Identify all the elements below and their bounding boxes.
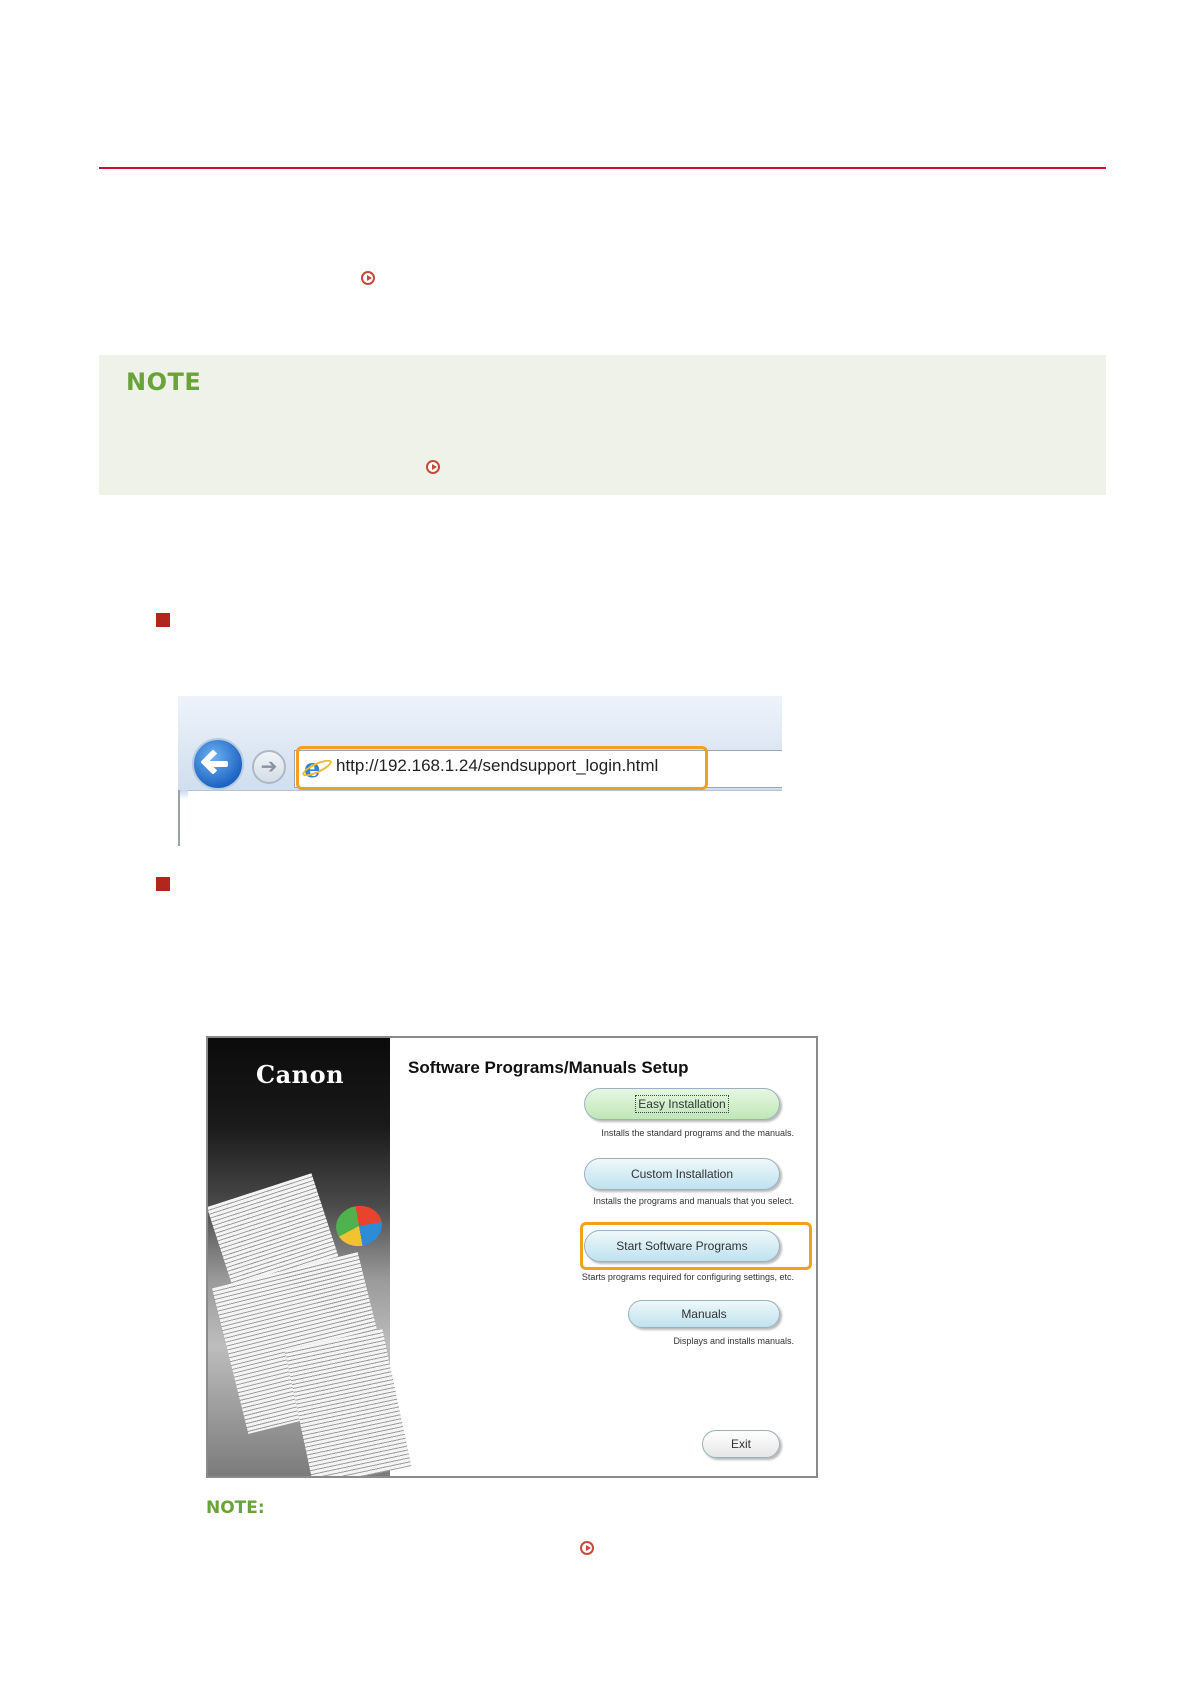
custom-installation-description: Installs the programs and manuals that you select.: [593, 1196, 794, 1206]
note-link-arrow-icon[interactable]: [580, 1541, 594, 1555]
note-box: [99, 355, 1106, 495]
canon-logo: Canon: [256, 1060, 345, 1089]
easy-installation-label: Easy Installation: [635, 1095, 728, 1113]
custom-installation-label: Custom Installation: [630, 1167, 734, 1181]
start-software-programs-label: Start Software Programs: [616, 1239, 748, 1253]
manuals-button[interactable]: [628, 1300, 780, 1328]
internet-explorer-icon: e: [304, 756, 330, 782]
easy-installation-description: Installs the standard programs and the manuals.: [601, 1128, 794, 1138]
installer-window: [206, 1036, 818, 1478]
manuals-label: Manuals: [681, 1307, 727, 1321]
browser-screenshot: [178, 696, 782, 846]
square-bullet-icon: [156, 613, 170, 627]
installer-graphic-panel: [208, 1038, 390, 1478]
browser-content-area: [188, 790, 782, 846]
document-graphic: [285, 1329, 412, 1478]
exit-button[interactable]: [702, 1430, 780, 1458]
manuals-description: Displays and installs manuals.: [673, 1336, 794, 1346]
url-text[interactable]: http://192.168.1.24/sendsupport_login.html: [336, 756, 659, 775]
start-software-highlight-frame: [580, 1222, 812, 1270]
forward-arrow-icon[interactable]: ➔: [252, 750, 286, 784]
square-bullet-icon: [156, 877, 170, 891]
section-divider: [99, 167, 1106, 169]
custom-installation-button[interactable]: [584, 1158, 780, 1190]
exit-label: Exit: [730, 1437, 751, 1451]
address-highlight-frame: [296, 746, 708, 790]
back-arrow-icon[interactable]: [192, 738, 244, 790]
note-link-arrow-icon[interactable]: [426, 460, 440, 474]
installer-title: Software Programs/Manuals Setup: [408, 1058, 689, 1077]
note-heading: NOTE: [126, 368, 202, 396]
link-arrow-icon[interactable]: [361, 271, 375, 285]
note-small-heading: NOTE:: [206, 1498, 265, 1518]
easy-installation-button[interactable]: [584, 1088, 780, 1120]
pie-chart-graphic: [333, 1202, 385, 1249]
start-software-programs-description: Starts programs required for configuring settings, etc.: [581, 1272, 794, 1282]
